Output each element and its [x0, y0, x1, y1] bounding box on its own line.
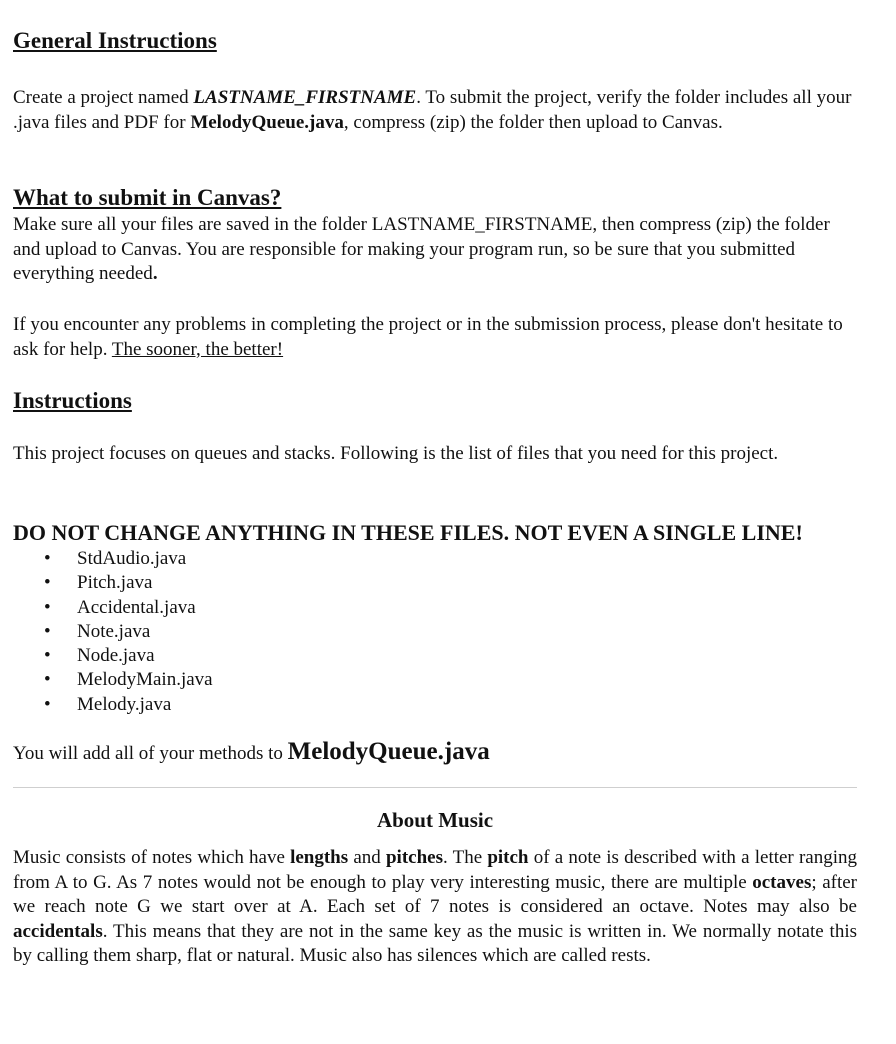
- file-name: StdAudio.java: [77, 548, 187, 569]
- bullet-icon: •: [44, 620, 51, 642]
- general-text-1: Create a project named: [13, 87, 194, 108]
- add-methods-text: You will add all of your methods to: [13, 743, 288, 764]
- bullet-icon: •: [44, 596, 51, 618]
- file-name: Node.java: [77, 645, 155, 667]
- term-octaves: octaves: [752, 871, 812, 893]
- help-paragraph: [13, 313, 857, 362]
- project-name: LASTNAME_FIRSTNAME: [193, 87, 417, 108]
- term-pitch: pitch: [487, 847, 529, 868]
- term-pitches: pitches: [385, 847, 443, 868]
- general-text-2: . To submit the project, verify the folder includes all your .java files and PDF for: [13, 87, 852, 133]
- instructions-heading: Instructions: [13, 388, 132, 413]
- sooner-better-note: The sooner, the better!: [111, 338, 284, 360]
- about-text: and: [348, 847, 386, 868]
- file-name: MelodyMain.java: [77, 669, 213, 691]
- about-text: . The: [442, 847, 488, 868]
- about-text: ; after we reach note G we start over at A. Each set of 7 notes is considered an octave. Notes may also be: [13, 871, 858, 917]
- help-text: If you encounter any problems in completing the project or in the submission process, please don't hesitate to ask for help.: [13, 314, 843, 360]
- about-music-heading: About Music: [376, 808, 494, 832]
- do-not-change-warning: DO NOT CHANGE ANYTHING IN THESE FILES. NOT EVEN A SINGLE LINE!: [13, 520, 803, 545]
- file-list: [13, 547, 213, 717]
- general-text-3: , compress (zip) the folder then upload to Canvas.: [343, 111, 723, 133]
- divider: [13, 787, 857, 788]
- list-item: [13, 644, 213, 668]
- file-name: Note.java: [77, 620, 151, 642]
- list-item: [13, 571, 213, 595]
- bullet-icon: •: [44, 693, 51, 715]
- submit-paragraph: [13, 213, 857, 287]
- about-text: of a note is described with a letter ranging from A to G. As 7 notes would not be enough to play very interesting music, there are multiple: [13, 847, 857, 893]
- list-item: [13, 547, 213, 571]
- bullet-icon: •: [44, 669, 51, 691]
- submit-period: .: [152, 263, 158, 284]
- bullet-icon: •: [44, 548, 51, 569]
- list-item: [13, 596, 213, 620]
- term-accidentals: accidentals: [13, 920, 103, 942]
- list-item: [13, 620, 213, 644]
- bullet-icon: •: [44, 645, 51, 667]
- what-to-submit-heading: What to submit in Canvas?: [13, 185, 282, 210]
- pdf-file-name: MelodyQueue.java: [190, 111, 344, 133]
- submit-text: Make sure all your files are saved in the folder LASTNAME_FIRSTNAME, then compress (zip) the folder and upload to Canvas. You are responsible for making your program run, so be sure that you submitted everything needed: [13, 214, 830, 284]
- about-text: Music consists of notes which have: [13, 847, 291, 868]
- list-item: [13, 668, 213, 692]
- add-methods-line: [13, 738, 490, 766]
- instructions-intro: This project focuses on queues and stacks. Following is the list of files that you need for this project.: [13, 443, 779, 464]
- bullet-icon: •: [44, 572, 51, 594]
- list-item: [13, 693, 213, 717]
- general-instructions-paragraph: [13, 86, 857, 135]
- about-music-paragraph: [13, 846, 857, 969]
- about-text: . This means that they are not in the same key as the music is written in. We normally notate this by calling them sharp, flat or natural. Music also has silences which are called rests.: [13, 920, 857, 966]
- file-name: Melody.java: [77, 693, 172, 715]
- file-name: Pitch.java: [77, 572, 153, 594]
- term-lengths: lengths: [290, 847, 349, 868]
- melody-queue-file: MelodyQueue.java: [287, 738, 490, 765]
- file-name: Accidental.java: [77, 596, 196, 618]
- general-instructions-heading: General Instructions: [13, 28, 217, 53]
